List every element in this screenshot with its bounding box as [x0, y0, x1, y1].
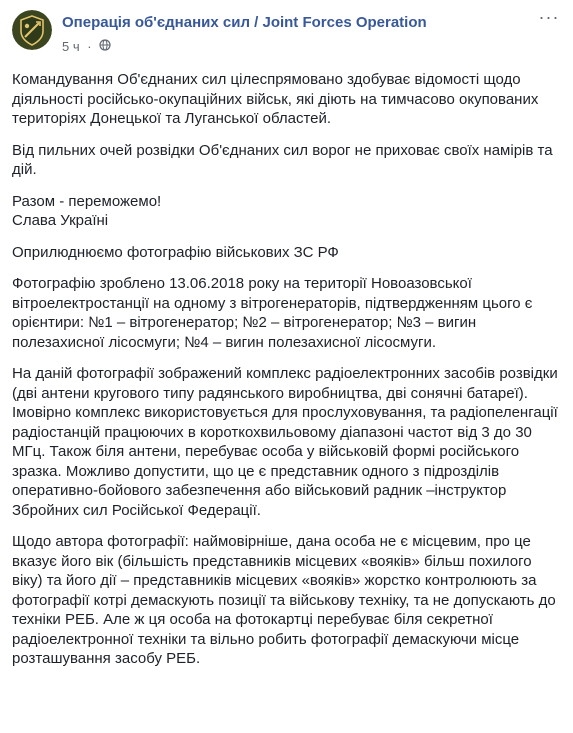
post-header [12, 8, 561, 60]
post-meta [62, 38, 111, 54]
post-paragraph: Фотографію зроблено 13.06.2018 року на території Новоазовської вітроелектростанції на одному з вітрогенераторів, підтвердженням цього є орієнтири: №1 – вітрогенератор; №2 – вітрогенератор; №3 – вигин полезахисної лісосмуги; №4 – вигин полезахисної лісосмуги. [12, 275, 533, 351]
page-name-link[interactable]: Операція об'єднаних сил / Joint Forces Operation [62, 14, 427, 31]
post-paragraph: Від пильних очей розвідки Об'єднаних сил ворог не приховає своїх намірів та дій. [12, 141, 553, 178]
post-paragraph: Щодо автора фотографії: наймовірніше, дана особа не є місцевим, про це вказує його вік (більшість представників місцевих «вояків» більш похилого віку) та його дії – представників місцевих «вояків» жорстко контролюють за фотографії котрі демаскують позиції та військову техніку, та не допускають до техніки РЕБ. Але ж ця особа на фотокартці перебуває біля секретної радіоелектронної техніки та вільно робить фотографії демаскуючи місце розташування засобу РЕБ. [12, 533, 556, 667]
post-paragraph: Оприлюднюємо фотографію військових ЗС РФ [12, 243, 339, 261]
post-paragraph: Командування Об'єднаних сил цілеспрямовано здобуває відомості щодо діяльності російсько-окупаційних військ, які діють на тимчасово окупованих територіях Донецької та Луганської областей. [12, 71, 539, 127]
post-paragraph: На даній фотографії зображений комплекс радіоелектронних засобів розвідки (дві антени кругового типу радянського виробництва, дві сонячні батареї). Імовірно комплекс використовується для прослуховування, та радіопеленгації радіостанцій працюючих в короткохвильовому діапазоні частот від 3 до 30 МГц. Також біля антени, перебуває особа у військовій формі російського зразка. Можливо допустити, що це є представник одного з підрозділів оперативно-бойового забезпечення або військовий радник –інструктор Збройних сил Російської Федерації. [12, 365, 558, 519]
post-paragraph: Разом - переможемо! Слава Україні [12, 192, 162, 229]
meta-separator: · [87, 39, 92, 55]
post-text [12, 70, 564, 681]
page-avatar[interactable] [12, 10, 52, 50]
more-horizontal-icon[interactable]: ··· [538, 7, 560, 27]
jfo-emblem-icon [12, 10, 52, 50]
globe-icon[interactable] [99, 39, 111, 54]
post-timestamp[interactable]: 5 ч [62, 39, 80, 55]
